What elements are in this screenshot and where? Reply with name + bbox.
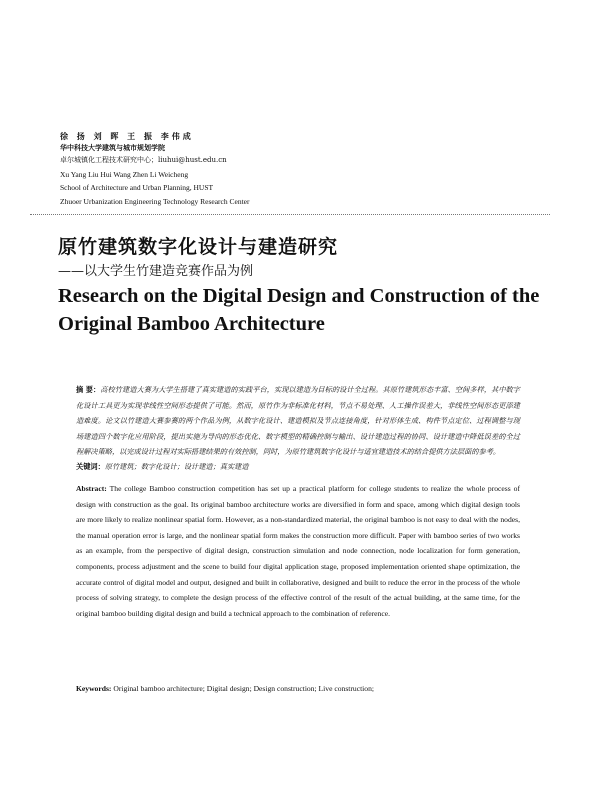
keywords-cn-text: 原竹建筑；数字化设计；设计建造；真实建造 xyxy=(104,462,249,471)
keywords-en-text: Original bamboo architecture; Digital design; Design construction; Live construction; xyxy=(113,684,374,693)
authors-en: Xu Yang Liu Hui Wang Zhen Li Weicheng xyxy=(60,170,189,179)
keywords-cn xyxy=(76,462,520,472)
affiliation-cn: 华中科技大学建筑与城市规划学院 xyxy=(60,143,165,152)
abstract-en-text: The college Bamboo construction competition has set up a practical platform for college students to realize the whole process of design with construction as the goal. Its original bamboo architecture works are diversified in form and space, among which digital design tools are more likely to realize nonlinear spatial form. However, as a non-standardized material, the original bamboo is not easy to deal with the nodes, the manual operation error is large, and the nonlinear spatial form makes the construction more difficult. Paper with bamboo series of two works as an example, from the perspective of digital design, construction simulation and node connection, node localization for form generation, components, process adjustment and the scene to build four digital application stage, proposed implementation oriented shape optimization, the accurate control of digital model and output, designed and built in collaborative, designed and built to reduce the error in the process of the whole process of solving strategy, to complete the design process of the effective control of the result of the actual building, at the same time, for the original bamboo building digital design and build a technical approach to the combination of reference. xyxy=(76,484,520,618)
abstract-cn xyxy=(76,382,520,460)
title-cn: 原竹建筑数字化设计与建造研究 xyxy=(58,236,339,258)
authors-cn: 徐 扬 刘 晖 王 振 李伟成 xyxy=(60,131,194,141)
abstract-cn-text: 高校竹建造大赛为大学生搭建了真实建造的实践平台，实现以建造为目标的设计全过程。其原竹建筑形态丰富、空间多样，其中数字化设计工具更为实现非线性空间形态提供了可能。然而，原竹作为非标准化材料，节点不易处理、人工操作误差大，非线性空间形态更添建造难度。论文以竹建造大赛参赛的两个作品为例，从数字化设计、建造模拟及节点连接角度，针对形体生成、构件节点定位、过程调整与现场建造四个数字化应用阶段，提出实施为导向的形态优化、数字模型的精确控制与输出、设计建造过程的协同、设计建造中降低误差的全过程解决策略，以完成设计过程对实际搭建结果的有效控制，同时，为原竹建筑数字化设计与适宜建造技术的结合提供方法层面的参考。 xyxy=(76,385,520,457)
abstract-en xyxy=(76,481,520,621)
title-en: Research on the Digital Design and Construction of the Original Bamboo Architecture xyxy=(58,285,540,335)
keywords-cn-label: 关键词： xyxy=(76,462,105,471)
abstract-en-label: Abstract: xyxy=(76,484,107,493)
institute-en: Zhuoer Urbanization Engineering Technology Research Center xyxy=(60,197,250,206)
header-divider xyxy=(30,214,550,215)
keywords-en-label: Keywords: xyxy=(76,684,112,693)
abstract-cn-label: 摘 要： xyxy=(76,385,101,394)
keywords-en xyxy=(76,684,520,693)
subtitle-cn: ——以大学生竹建造竞赛作品为例 xyxy=(58,264,254,279)
institute-email-cn: 卓尔城镇化工程技术研究中心；liuhui@hust.edu.cn xyxy=(60,156,227,164)
affiliation-en: School of Architecture and Urban Planning, HUST xyxy=(60,183,214,192)
